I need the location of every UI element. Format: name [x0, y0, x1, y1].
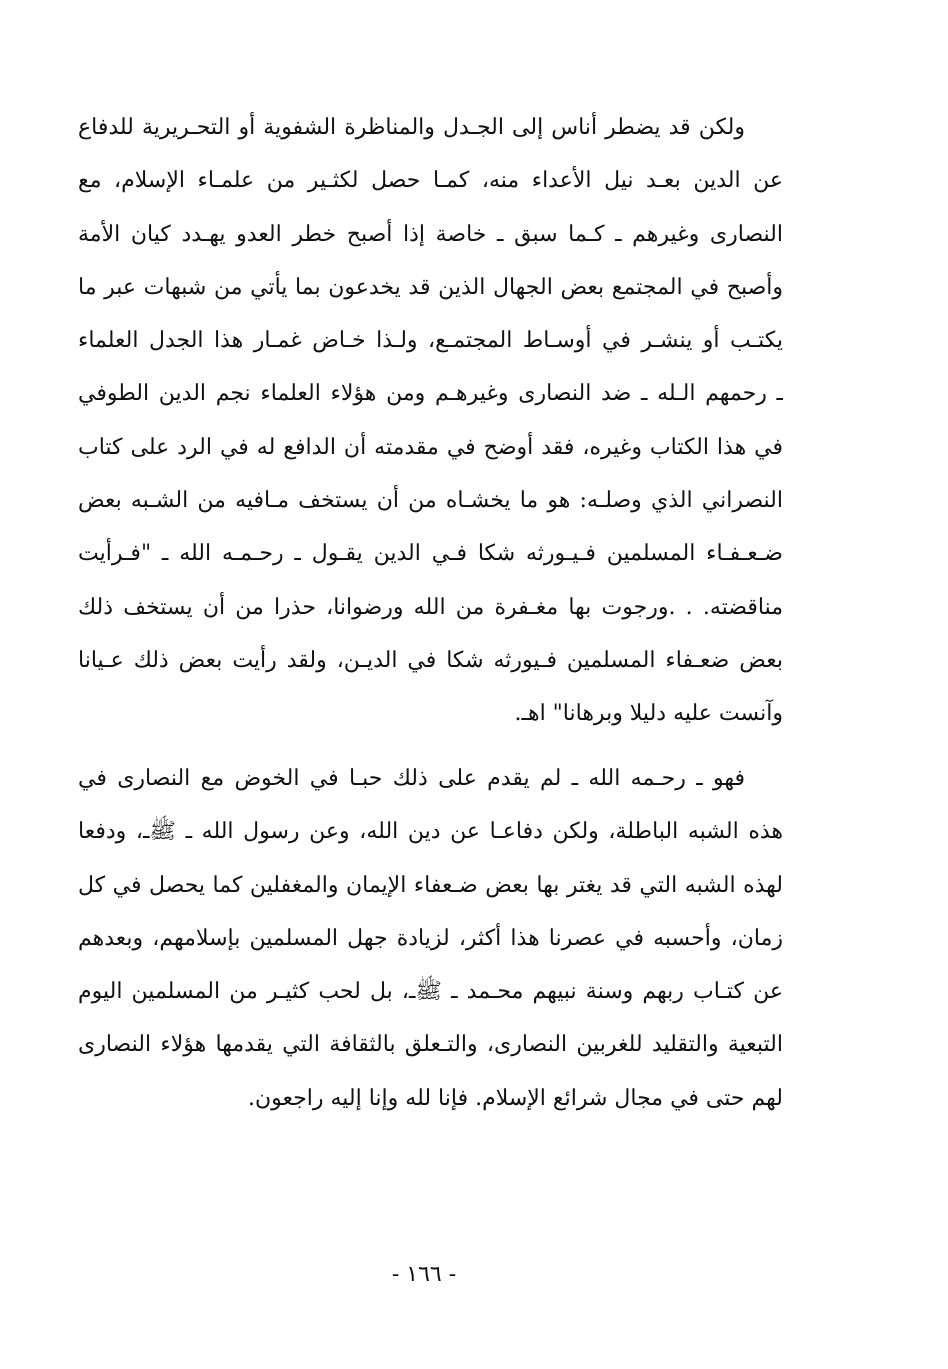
text-line: ـ رحمهم الـله ـ ضد النصارى وغيرهـم ومن هؤلاء العلماء نجم الدين الطوفي — [78, 381, 783, 407]
text-line: مناقضته. . .ورجوت بها مغـفرة من الله ورضوانا، حذرا من أن يستخف ذلك — [78, 594, 783, 620]
page-number: - ١٦٦ - — [391, 1262, 457, 1287]
text-line: النصراني الذي وصلـه: هو ما يخشـاه من أن يستخف مـافيه من الشـبه بعض — [78, 488, 783, 514]
text-line: هذه الشبه الباطلة، ولكن دفاعـا عن دين الله، وعن رسول الله ـ ﷺـ، ودفعا — [78, 819, 783, 845]
text-line: عن كتـاب ربهم وسنة نبيهم محـمد ـ ﷺـ، بل لحب كثيـر من المسلمين اليوم — [78, 979, 783, 1005]
text-line: وأصبح في المجتمع بعض الجهال الذين قد يخدعون بما يأتي من شبهات عبر ما — [78, 274, 783, 300]
text-line: عن الدين بعـد نيل الأعداء منه، كمـا حصل لكثـير من علمـاء الإسلام، مع — [78, 168, 783, 194]
text-line: فهو ـ رحـمه الله ـ لم يقدم على ذلك حبـا في الخوض مع النصارى في — [78, 766, 745, 791]
paragraph-2 — [78, 752, 783, 1125]
paragraph-1 — [78, 101, 783, 741]
text-line: النصارى وغيرهم ـ كـما سبق ـ خاصة إذا أصبح خطر العدو يهـدد كيان الأمة — [78, 221, 783, 247]
text-line: زمان، وأحسبه في عصرنا هذا أكثر، لزيادة جهل المسلمين بإسلامهم، وبعدهم — [78, 925, 783, 951]
text-line: بعض ضعـفاء المسلمين فـيورثه شكا في الديـن، ولقد رأيت بعض ذلك عـيانا — [78, 647, 783, 673]
text-line: ضـعـفـاء المسلمين فـيـورثه شكا فـي الدين يقـول ـ رحـمـه الله ـ "فـرأيت — [78, 541, 783, 567]
text-line: التبعية والتقليد للغربين النصارى، والتـعلق بالثقافة التي يقدمها هؤلاء النصارى — [78, 1032, 783, 1058]
text-line: لهم حتى في مجال شرائع الإسلام. فإنا لله وإنا إليه راجعون. — [248, 1085, 783, 1111]
text-line: لهذه الشبه التي قد يغتر بها بعض ضـعفاء الإيمان والمغفلين كما يحصل في كل — [78, 872, 783, 898]
text-line: ولكن قد يضطر أناس إلى الجـدل والمناظرة الشفوية أو التحـريرية للدفاع — [78, 115, 745, 140]
text-line: وآنست عليه دليلا وبرهانا" اهـ. — [514, 701, 783, 727]
text-line: في هذا الكتاب وغيره، فقد أوضح في مقدمته أن الدافع له في الرد على كتاب — [78, 434, 783, 460]
text-line: يكتـب أو ينشـر في أوسـاط المجتمـع، ولـذا خـاض غمـار هذا الجدل العلماء — [78, 328, 783, 354]
